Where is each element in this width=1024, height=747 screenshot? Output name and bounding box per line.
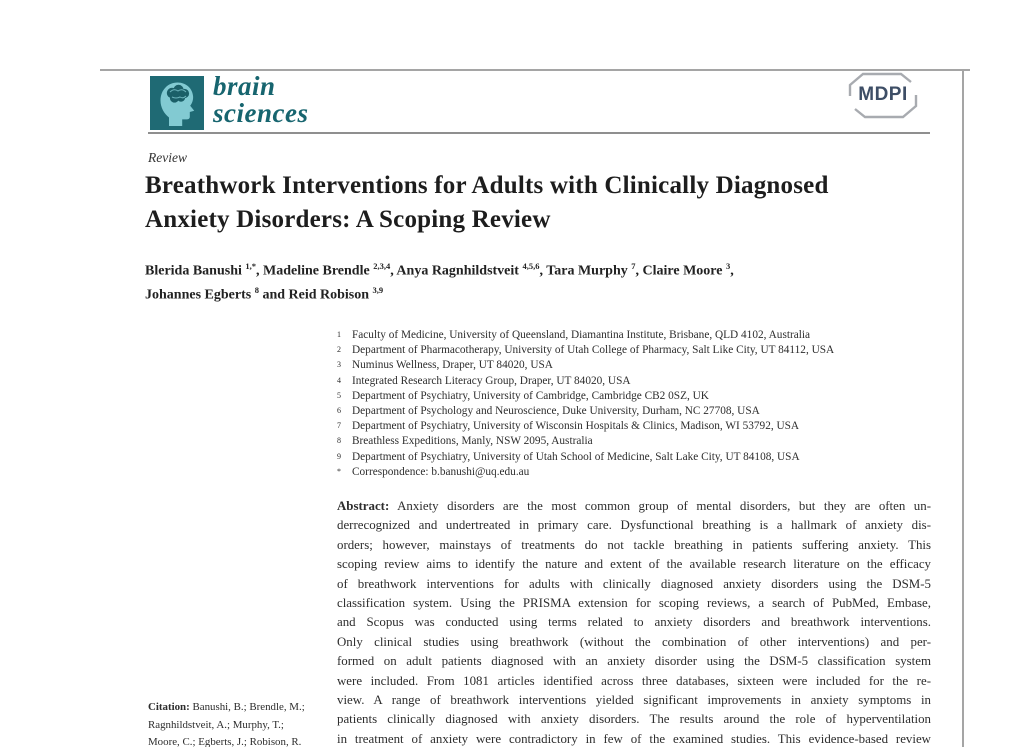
mdpi-logo: [843, 71, 923, 121]
journal-name: [213, 73, 308, 127]
affiliation-text: Department of Psychiatry, University of Utah School of Medicine, Salt Lake City, UT 84108, USA: [352, 450, 800, 463]
abstract-line: in treatment of anxiety were contradictory in few of the examined studies. This evidence-based review: [337, 731, 931, 746]
affiliation-row: [337, 374, 937, 389]
brain-head-icon: [150, 76, 204, 130]
page-right-border: [962, 69, 964, 747]
abstract-line: Abstract: Anxiety disorders are the most common group of mental disorders, but they are often un-: [337, 499, 931, 513]
author-affiliation-sup: 8: [254, 284, 259, 295]
affiliation-text: Breathless Expeditions, Manly, NSW 2095, Australia: [352, 435, 593, 448]
correspondence-email[interactable]: b.banushi@uq.edu.au: [431, 465, 530, 478]
author-name: Tara Murphy: [546, 263, 632, 279]
author-name: Claire Moore: [642, 263, 726, 279]
affiliation-marker: 3: [337, 360, 341, 370]
abstract-line: classification system. Using the PRISMA extension for scoping reviews, a search of PubMed, Embase,: [337, 596, 931, 611]
affiliation-row: [337, 389, 937, 404]
abstract-line: formed on adult patients diagnosed with an anxiety disorder using the DSM-5 classification system: [337, 654, 931, 669]
affiliation-marker: 2: [337, 345, 341, 355]
abstract-line: orders; however, mainstays of treatments do not tackle breathing in patients suffering anxiety. This: [337, 537, 931, 552]
affiliation-row: [337, 419, 937, 434]
abstract-line: derrecognized and undertreated in primary care. Dysfunctional breathing is a hallmark of anxiety dis-: [337, 518, 931, 533]
citation-label: Citation:: [148, 701, 190, 713]
author-name: Anya Ragnhildstveit: [396, 263, 523, 279]
correspondence-row: [337, 465, 937, 480]
abstract: [337, 497, 931, 747]
author-affiliation-sup: 3: [725, 261, 731, 271]
journal-name-line1: brain: [213, 71, 276, 101]
abstract-label: Abstract:: [337, 499, 390, 513]
header-rule: [148, 132, 930, 134]
author-name: Blerida Banushi: [145, 263, 246, 279]
affiliation-row: [337, 404, 937, 419]
affiliation-text: Faculty of Medicine, University of Queensland, Diamantina Institute, Brisbane, QLD 4102, Australia: [352, 329, 811, 341]
author-line: Blerida Banushi $^{1,*}$, Madeline Brendle $^{2,3,4}$, Anya Ragnhildstveit $^{4,5,6}$, Tara Murphy $^7$, Claire Moore $^3$,: [145, 261, 734, 279]
affiliation-row: [337, 434, 937, 449]
author-name: Madeline Brendle: [263, 263, 374, 279]
abstract-line: patients clinically diagnosed with anxiety disorders. The results around the role of hyperventilation: [337, 712, 931, 727]
citation-block: [148, 699, 340, 747]
affiliation-marker: 4: [337, 375, 341, 385]
affiliation-marker: 1: [337, 330, 341, 339]
article-type-label: Review: [148, 150, 187, 165]
citation-line: Citation: Banushi, B.; Brendle, M.;: [148, 701, 305, 713]
affiliation-row: [337, 358, 937, 373]
affiliation-text: Department of Psychiatry, University of Cambridge, Cambridge CB2 0SZ, UK: [352, 389, 709, 402]
author-name: Reid Robison: [288, 287, 373, 303]
mdpi-wordmark: MDPI: [858, 84, 908, 105]
affiliation-row: [337, 450, 937, 465]
abstract-line: scoping review aims to identify the nature and extent of the available research literature on the efficacy: [337, 557, 931, 572]
affiliation-row: [337, 343, 937, 358]
affiliation-text: Department of Psychiatry, University of Wisconsin Hospitals & Clinics, Madison, WI 53792, USA: [352, 420, 800, 433]
brain-sciences-logo-icon: [150, 76, 204, 130]
affiliation-text: Integrated Research Literacy Group, Draper, UT 84020, USA: [352, 374, 631, 387]
author-line: Johannes Egberts $^8$ and Reid Robison $^{3,9}$: [145, 284, 384, 303]
journal-name-line2: sciences: [213, 98, 309, 128]
article-title: [145, 169, 945, 237]
author-affiliation-sup: 4,5,6: [522, 261, 540, 271]
author-affiliation-sup: 2,3,4: [373, 261, 391, 271]
affiliation-list: [337, 328, 937, 480]
affiliation-text: Department of Psychology and Neuroscience, Duke University, Durham, NC 27708, USA: [352, 405, 760, 418]
affiliation-marker: 6: [337, 406, 341, 416]
author-affiliation-sup: 1,*: [245, 261, 256, 271]
author-affiliation-sup: 7: [631, 261, 636, 271]
abstract-line: view. A range of breathwork interventions yielded significant improvements in anxiety symptoms in: [337, 693, 931, 708]
affiliation-text: Numinus Wellness, Draper, UT 84020, USA: [352, 359, 553, 372]
abstract-line: were included. From 1081 articles identified across three databases, sixteen were included for the re-: [337, 673, 931, 688]
citation-line: Ragnhildstveit, A.; Murphy, T.;: [148, 718, 284, 731]
author-affiliation-sup: 3,9: [372, 284, 384, 295]
article-title-line2: Anxiety Disorders: A Scoping Review: [145, 206, 551, 233]
abstract-line: of breathwork interventions for adults with clinically diagnosed anxiety disorders using the DSM-5: [337, 576, 931, 591]
citation-line: Moore, C.; Egberts, J.; Robison, R.: [148, 736, 302, 747]
abstract-line: and Scopus was conducted using terms related to anxiety disorders and breathwork interventions.: [337, 615, 931, 630]
author-list: [145, 257, 955, 304]
affiliation-row: [337, 328, 937, 343]
affiliation-marker: 5: [337, 390, 341, 400]
affiliation-marker: 9: [337, 451, 341, 461]
correspondence-marker: *: [337, 466, 341, 476]
correspondence-text: Correspondence: b.banushi@uq.edu.au: [352, 465, 530, 478]
abstract-line: Only clinical studies using breathwork (without the combination of other interventions) and per-: [337, 634, 931, 649]
author-name: Johannes Egberts: [145, 287, 255, 303]
affiliation-text: Department of Pharmacotherapy, University of Utah College of Pharmacy, Salt Like City, UT 84112, USA: [352, 344, 835, 357]
article-title-line1: Breathwork Interventions for Adults with Clinically Diagnosed: [145, 172, 829, 199]
affiliation-marker: 8: [337, 436, 341, 446]
affiliation-marker: 7: [337, 421, 341, 431]
